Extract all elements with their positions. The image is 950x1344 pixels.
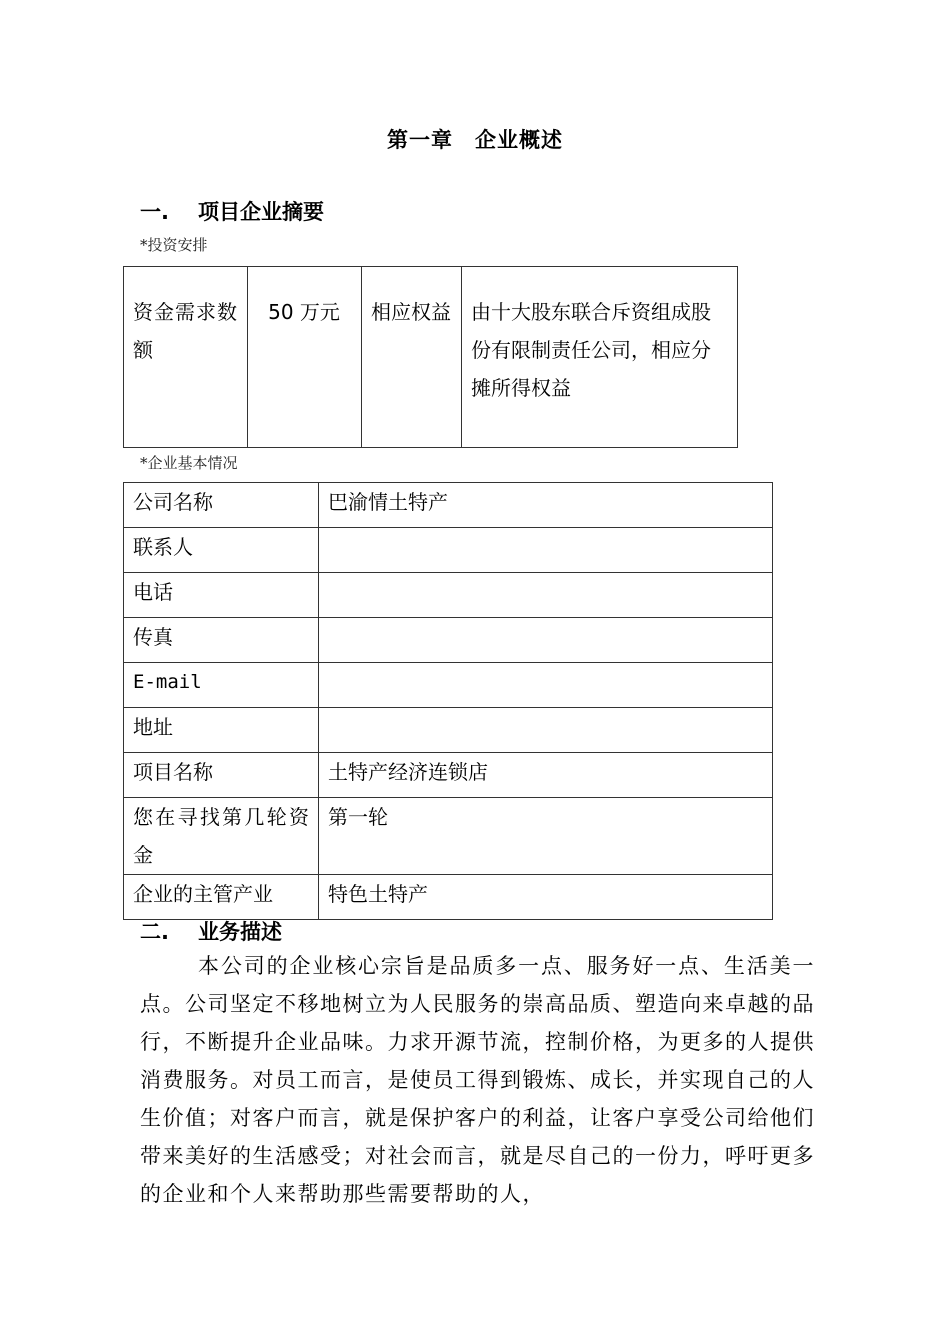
company-note: *企业基本情况 [140, 454, 238, 472]
investment-label-equity: 相应权益 [362, 267, 462, 448]
phone-value [319, 573, 773, 618]
industry-label: 企业的主管产业 [124, 875, 319, 920]
industry-value: 特色土特产 [319, 875, 773, 920]
project-name-label: 项目名称 [124, 753, 319, 798]
section-number: 一. [140, 200, 169, 224]
company-info-table [123, 482, 773, 920]
funding-round-value: 第一轮 [319, 798, 773, 875]
table-row [124, 875, 773, 920]
investment-equity-description: 由十大股东联合斥资组成股份有限制责任公司，相应分摊所得权益 [462, 267, 738, 448]
investment-label-amount: 资金需求数额 [124, 267, 248, 448]
table-row [124, 753, 773, 798]
investment-amount: 50 万元 [248, 267, 362, 448]
section-title: 业务描述 [198, 920, 282, 944]
table-row [124, 483, 773, 528]
phone-label: 电话 [124, 573, 319, 618]
table-row [124, 618, 773, 663]
email-label: E-mail [124, 663, 319, 708]
fax-label: 传真 [124, 618, 319, 663]
table-row [124, 708, 773, 753]
contact-label: 联系人 [124, 528, 319, 573]
investment-table [123, 266, 738, 448]
table-row [124, 573, 773, 618]
company-name-label: 公司名称 [124, 483, 319, 528]
section-number: 二. [140, 920, 169, 944]
investment-note: *投资安排 [140, 236, 208, 254]
table-row [124, 528, 773, 573]
section-heading-1 [140, 196, 324, 226]
company-name-value: 巴渝情土特产 [319, 483, 773, 528]
table-row [124, 663, 773, 708]
chapter-title: 第一章 企业概述 [387, 128, 563, 152]
section-title: 项目企业摘要 [198, 200, 324, 224]
project-name-value: 土特产经济连锁店 [319, 753, 773, 798]
table-row [124, 798, 773, 875]
section-heading-2 [140, 916, 282, 946]
funding-round-label: 您在寻找第几轮资金 [124, 798, 319, 875]
fax-value [319, 618, 773, 663]
contact-value [319, 528, 773, 573]
address-label: 地址 [124, 708, 319, 753]
email-value [319, 663, 773, 708]
address-value [319, 708, 773, 753]
business-description: 本公司的企业核心宗旨是品质多一点、服务好一点、生活美一点。公司坚定不移地树立为人民服务的崇高品质、塑造向来卓越的品行，不断提升企业品味。力求开源节流，控制价格，为更多的人提供消费服务。对员工而言，是使员工得到锻炼、成长，并实现自己的人生价值；对客户而言，就是保护客户的利益，让客户享受公司给他们带来美好的生活感受；对社会而言，就是尽自己的一份力，呼吁更多的企业和个人来帮助那些需要帮助的人， [140, 954, 815, 1206]
